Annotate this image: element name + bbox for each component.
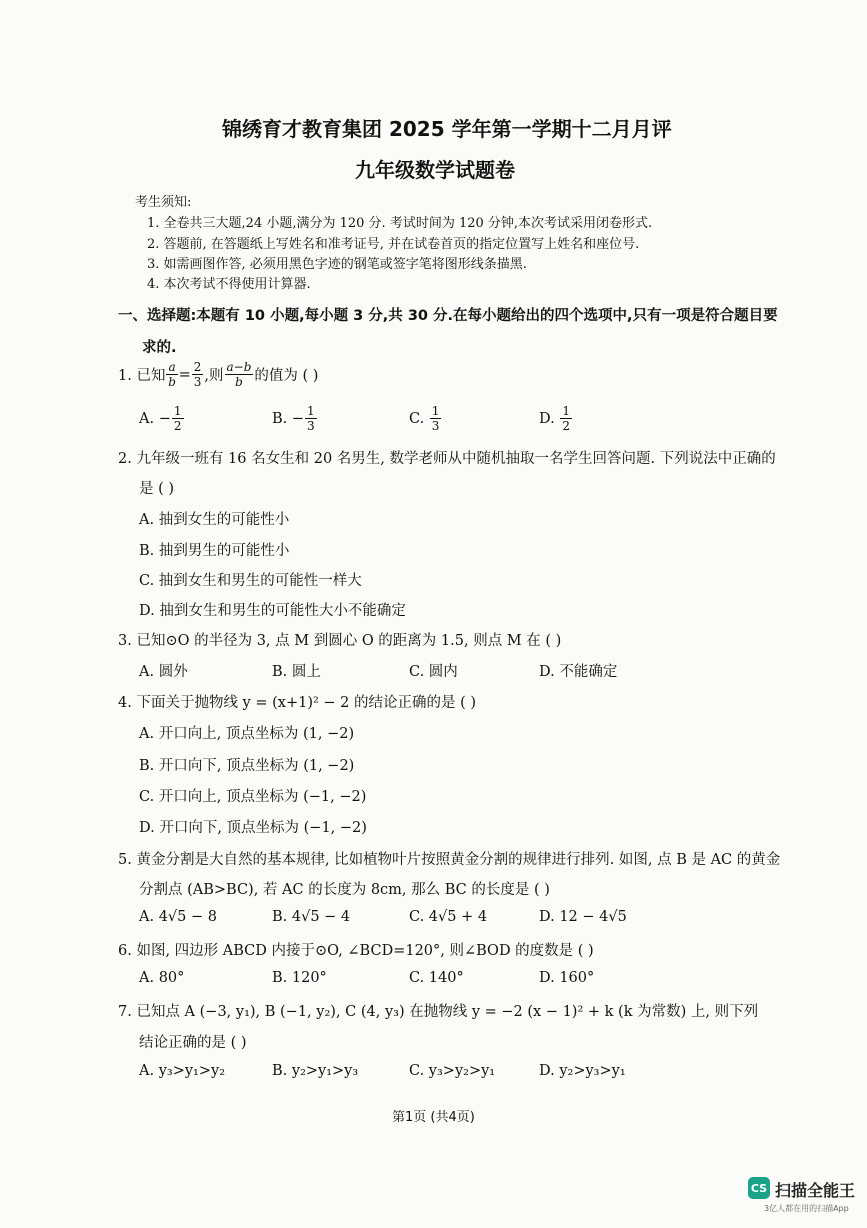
- question-6: 6. 如图, 四边形 ABCD 内接于⊙O, ∠BCD=120°, 则∠BOD 的度数是 ( ): [118, 943, 594, 959]
- option-a: A. − $\frac{1}{2}$: [139, 404, 182, 433]
- option-d: D. y₂>y₃>y₁: [539, 1063, 626, 1079]
- option-b: B. 开口向下, 顶点坐标为 (1, −2): [139, 758, 355, 774]
- option-a: A. 4√5 − 8: [139, 909, 217, 925]
- question-1: 1. 已知 $\frac{a}{b}$ = $\frac{2}{3}$ ,则 $\frac{a-b}{b}$ 的值为 ( ): [118, 360, 319, 389]
- note-item: 1. 全卷共三大题,24 小题,满分为 120 分. 考试时间为 120 分钟,本次考试采用闭卷形式.: [147, 216, 653, 231]
- question-5-cont: 分割点 (AB>BC), 若 AC 的长度为 8cm, 那么 BC 的长度是 ( ): [139, 882, 550, 898]
- note-item: 4. 本次考试不得使用计算器.: [147, 277, 311, 292]
- question-7: 7. 已知点 A (−3, y₁), B (−1, y₂), C (4, y₃) 在抛物线 y = −2 (x − 1)² + k (k 为常数) 上, 则下列: [118, 1004, 759, 1020]
- option-a: A. 开口向上, 顶点坐标为 (1, −2): [139, 726, 355, 742]
- option-c: C. 圆内: [409, 664, 458, 680]
- section-heading: 一、选择题:本题有 10 小题,每小题 3 分,共 30 分.在每小题给出的四个选项中,只有一项是符合题目要: [118, 308, 778, 324]
- option-d: D. 不能确定: [539, 664, 618, 680]
- section-heading-cont: 求的.: [142, 340, 177, 356]
- option-b: B. y₂>y₁>y₃: [272, 1063, 359, 1079]
- option-a: A. y₃>y₁>y₂: [139, 1063, 226, 1079]
- option-b: B. 120°: [272, 970, 327, 986]
- scanner-logo-icon: CS: [748, 1177, 770, 1199]
- page-number: 第1页 (共4页): [392, 1110, 475, 1125]
- option-c: C. 开口向上, 顶点坐标为 (−1, −2): [139, 789, 367, 805]
- notes-heading: 考生须知:: [135, 195, 192, 210]
- option-d: D. 12 − 4√5: [539, 909, 627, 925]
- note-item: 3. 如需画图作答, 必须用黑色字迹的钢笔或签字笔将图形线条描黑.: [147, 257, 527, 272]
- question-2: 2. 九年级一班有 16 名女生和 20 名男生, 数学老师从中随机抽取一名学生回答问题. 下列说法中正确的: [118, 451, 776, 467]
- question-2-cont: 是 ( ): [139, 481, 175, 497]
- exam-subtitle: 九年级数学试题卷: [355, 158, 515, 182]
- option-c: C. y₃>y₂>y₁: [409, 1063, 496, 1079]
- exam-title: 锦绣育才教育集团 2025 学年第一学期十二月月评: [222, 117, 672, 141]
- option-a: A. 圆外: [139, 664, 188, 680]
- scanner-brand: 扫描全能王: [775, 1181, 856, 1200]
- question-3: 3. 已知⊙O 的半径为 3, 点 M 到圆心 O 的距离为 1.5, 则点 M 在 ( ): [118, 633, 562, 649]
- option-a: A. 80°: [139, 970, 185, 986]
- option-b: B. 4√5 − 4: [272, 909, 351, 925]
- option-c: C. $\frac{1}{3}$: [409, 404, 440, 433]
- option-c: C. 4√5 + 4: [409, 909, 488, 925]
- option-d: D. $\frac{1}{2}$: [539, 404, 570, 433]
- option-c: C. 抽到女生和男生的可能性一样大: [139, 573, 362, 589]
- question-5: 5. 黄金分割是大自然的基本规律, 比如植物叶片按照黄金分割的规律进行排列. 如图, 点 B 是 AC 的黄金: [118, 852, 781, 868]
- note-item: 2. 答题前, 在答题纸上写姓名和准考证号, 并在试卷首页的指定位置写上姓名和座位号.: [147, 237, 640, 252]
- option-b: B. 抽到男生的可能性小: [139, 543, 290, 559]
- option-d: D. 抽到女生和男生的可能性大小不能确定: [139, 603, 406, 619]
- option-b: B. − $\frac{1}{3}$: [272, 404, 315, 433]
- option-d: D. 开口向下, 顶点坐标为 (−1, −2): [139, 820, 367, 836]
- scanner-tagline: 3亿人都在用的扫描App: [764, 1204, 849, 1213]
- question-4: 4. 下面关于抛物线 y = (x+1)² − 2 的结论正确的是 ( ): [118, 695, 477, 711]
- option-c: C. 140°: [409, 970, 464, 986]
- question-7-cont: 结论正确的是 ( ): [139, 1035, 247, 1051]
- option-a: A. 抽到女生的可能性小: [139, 512, 290, 528]
- option-b: B. 圆上: [272, 664, 321, 680]
- option-d: D. 160°: [539, 970, 595, 986]
